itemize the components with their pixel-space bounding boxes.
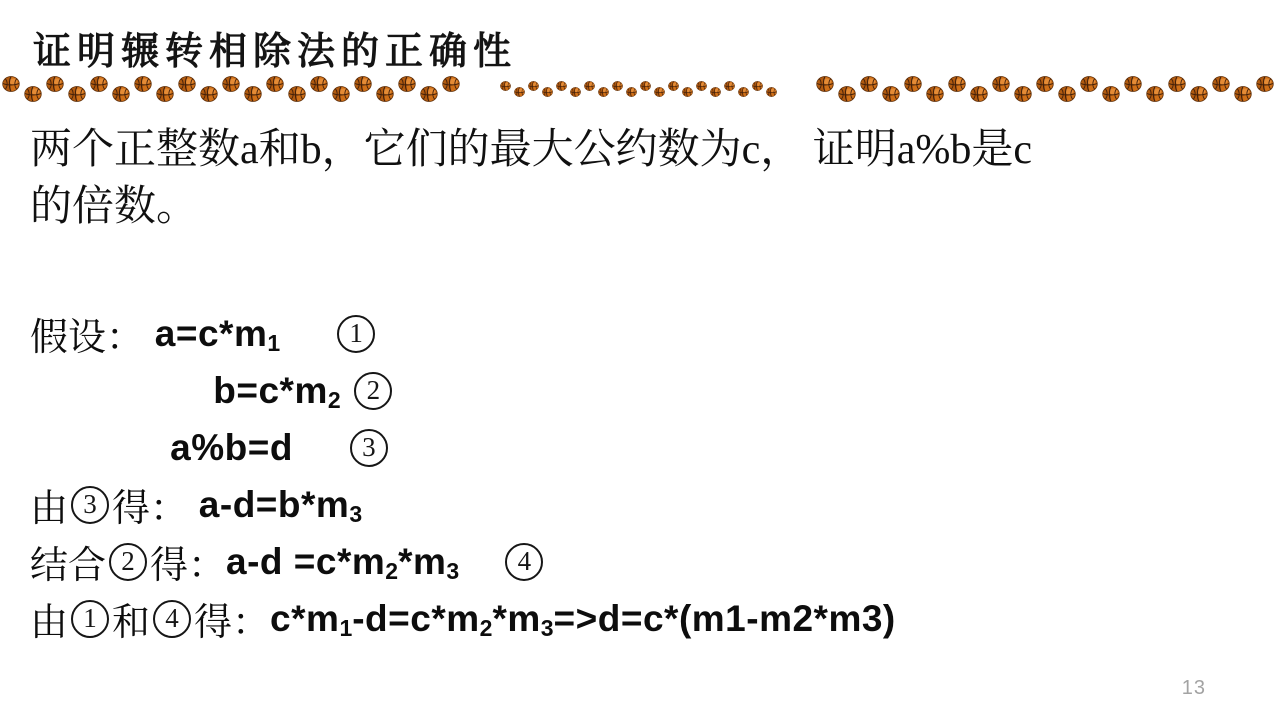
basketball-icon [1234,86,1252,102]
slide-title: 证明辗转相除法的正确性 [33,31,518,73]
subscript: 3 [446,558,460,584]
page-number: 13 [1181,677,1206,699]
problem-statement [30,122,1032,236]
circled-number-1: 1 [71,600,109,638]
basketball-icon [1014,86,1032,102]
basketball-icon [222,76,240,92]
basketball-icon [244,86,262,102]
basketball-icon [738,87,749,97]
basketball-icon [332,86,350,102]
basketball-icon [970,86,988,102]
basketball-icon [46,76,64,92]
basketball-icon [612,81,623,91]
basketball-icon [514,87,525,97]
formula-text: *m [398,540,447,582]
basketball-icon [570,87,581,97]
basketball-icon [1102,86,1120,102]
basketball-icon [376,86,394,102]
chinese-text: 得： [194,602,271,644]
basketball-icon [838,86,856,102]
basketball-icon [1190,86,1208,102]
proof-row-1 [30,305,896,362]
formula-text: *m [492,597,541,639]
basketball-icon [528,81,539,91]
basketball-icon [598,87,609,97]
basketball-icon [696,81,707,91]
subscript: 3 [349,501,363,527]
basketball-icon [1146,86,1164,102]
circled-number-3: 3 [71,486,109,524]
basketball-icon [710,87,721,97]
basketball-icon [200,86,218,102]
basketball-icon [1256,76,1274,92]
basketball-icon [816,76,834,92]
basketball-icon [584,81,595,91]
basketball-icon [904,76,922,92]
subscript: 2 [327,387,341,413]
proof-row-3 [30,419,896,476]
basketball-icon [860,76,878,92]
basketball-icon [1080,76,1098,92]
basketball-divider [2,76,1278,110]
basketball-icon [948,76,966,92]
circled-number-2: 2 [109,543,147,581]
basketball-icon [926,86,944,102]
basketball-icon [90,76,108,92]
circled-number-2: 2 [354,372,392,410]
formula-text: a-d=b*m [188,483,350,525]
statement-line-2: 的倍数。 [30,184,199,230]
proof-row-6 [30,590,896,647]
chinese-text: 结合 [30,545,107,587]
formula-text [459,541,502,583]
circled-number-3: 3 [350,429,388,467]
basketball-icon [2,76,20,92]
basketball-icon [626,87,637,97]
statement-line-1: 两个正整数a和b，它们的最大公约数为c， 证明a%b是c [30,127,1033,173]
basketball-icon [992,76,1010,92]
basketball-icon [1058,86,1076,102]
basketball-icon [882,86,900,102]
basketball-icon [354,76,372,92]
formula-text: b=c*m [30,369,328,411]
subscript: 2 [479,615,493,641]
formula-text [280,313,334,355]
basketball-icon [500,81,511,91]
basketball-icon [134,76,152,92]
basketball-icon [542,87,553,97]
basketball-icon [266,76,284,92]
basketball-icon [442,76,460,92]
circled-number-4: 4 [153,600,191,638]
basketball-icon [724,81,735,91]
basketball-icon [112,86,130,102]
formula-text: a-d =c*m [226,540,386,582]
basketball-icon [556,81,567,91]
basketball-icon [752,81,763,91]
formula-text [293,427,347,469]
chinese-text: 得： [112,488,189,530]
divider-segment-3 [816,76,1278,102]
chinese-text: 由 [30,602,69,644]
basketball-icon [156,86,174,102]
basketball-icon [420,86,438,102]
basketball-icon [398,76,416,92]
circled-number-4: 4 [505,543,543,581]
basketball-icon [1212,76,1230,92]
formula-text: a=c*m [144,312,268,354]
basketball-icon [682,87,693,97]
proof-row-4 [30,476,896,533]
formula-text: c*m [270,597,340,639]
circled-number-1: 1 [337,315,375,353]
formula-text: =>d=c*(m1-m2*m3) [553,597,896,639]
basketball-icon [1168,76,1186,92]
basketball-icon [1124,76,1142,92]
divider-segment-2 [500,81,780,97]
basketball-icon [766,87,777,97]
basketball-icon [68,86,86,102]
formula-text [341,370,352,412]
divider-segment-1 [2,76,464,102]
basketball-icon [310,76,328,92]
proof-row-5 [30,533,896,590]
subscript: 1 [339,615,353,641]
basketball-icon [1036,76,1054,92]
chinese-text: 和 [112,602,151,644]
basketball-icon [178,76,196,92]
subscript: 3 [540,615,554,641]
proof-steps [30,305,896,647]
chinese-text: 由 [30,488,69,530]
basketball-icon [24,86,42,102]
basketball-icon [654,87,665,97]
proof-row-2 [30,362,896,419]
formula-text: a%b=d [30,426,293,468]
chinese-text: 得： [150,545,227,587]
chinese-text: 假设： [30,317,145,359]
formula-text: -d=c*m [352,597,480,639]
basketball-icon [640,81,651,91]
subscript: 1 [267,330,281,356]
subscript: 2 [385,558,399,584]
basketball-icon [288,86,306,102]
basketball-icon [668,81,679,91]
